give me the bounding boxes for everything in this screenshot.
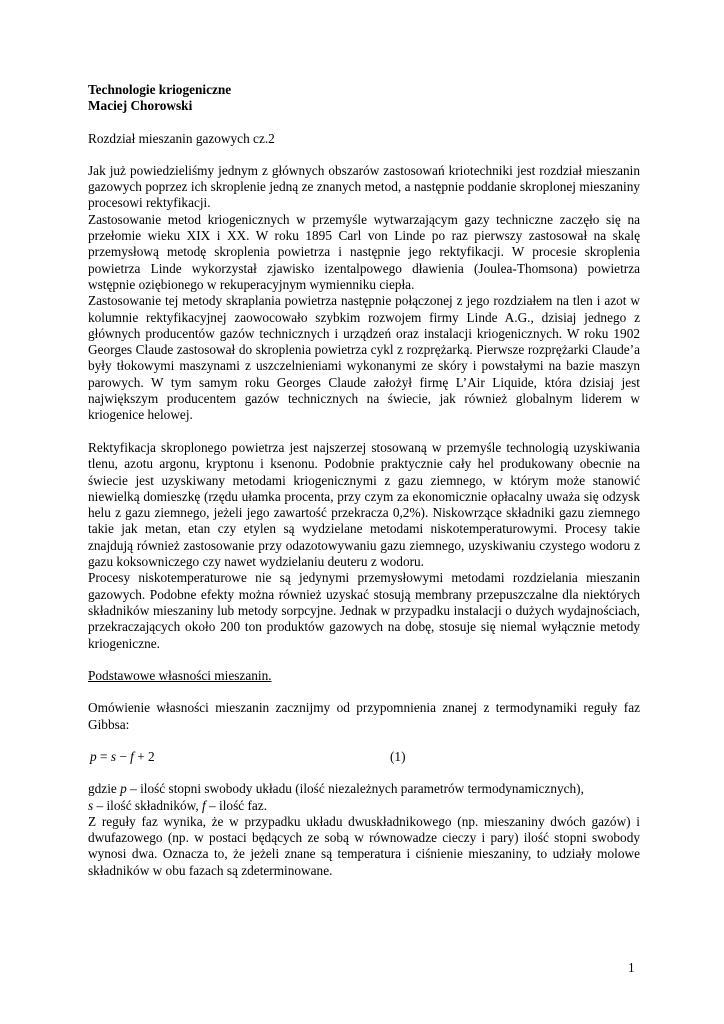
eq-minus: − bbox=[119, 748, 127, 764]
equation-gibbs bbox=[88, 749, 640, 765]
eq-plus: + bbox=[137, 748, 145, 764]
section-intro: Omówienie własności mieszanin zacznijmy od przypomnienia znanej z termodynamiki reguły faz Gibbsa: bbox=[88, 700, 640, 732]
paragraph-history-claude: Zastosowanie tej metody skraplania powietrza następnie połączonej z jego rozdziałem na tlen i azot w kolumnie rektyfikacyjnej zaowocowało szybkim rozwojem firmy Linde A.G., dzisiaj jednego z głównych producentów gazów technicznych i urządzeń oraz instalacji kriogenicznych. W roku 1902 Georges Claude zastosował do skroplenia powietrza cykl z rozprężarką. Pierwsze rozprężarki Claude’a były tłokowymi maszynami z uszczelnieniami wykonanymi ze skóry i powstałymi na bazie maszyn parowych. W tym samym roku Georges Claude założył firmę L’Air Liquide, która dzisiaj jest największym producentem gazów technicznych na świecie, jak również globalnym liderem w kriogenice helowej. bbox=[88, 293, 640, 423]
paragraph-closing: Z reguły faz wynika, że w przypadku układu dwuskładnikowego (np. mieszaniny dwóch gazów) i dwufazowego (np. w postaci będących ze sobą w równowadze cieczy i pary) ilość stopni swobody wynosi dwa. Oznacza to, że jeżeli znane są temperatura i ciśnienie mieszaniny, to udziały molowe składników w obu fazach są zdeterminowane. bbox=[88, 813, 640, 878]
paragraph-rektyfikacja: Rektyfikacja skroplonego powietrza jest najszerzej stosowaną w przemyśle technologią uzyskiwania tlenu, azotu argonu, kryptonu i ksenonu. Podobnie praktycznie cały hel produkowany obecnie na świecie jest uzyskiwany metodami kriogenicznymi z gazu ziemnego, w którym może stanowić niewielką domieszkę (rzędu ułamka procenta, przy czym za ekonomicznie opłacalny uważa się odzysk helu z gazu ziemnego, jeżeli jego zawartość przekracza 0,2%). Niskowrzące składniki gazu ziemnego takie jak metan, etan czy etylen są wydzielane metodami niskotemperaturowymi. Procesy takie znajdują również zastosowanie przy odazotowywaniu gazu ziemnego, uzyskiwaniu czystego wodoru z gazu koksowniczego czy nawet wydzielaniu deuteru z wodoru. bbox=[88, 439, 640, 570]
document-author: Maciej Chorowski bbox=[88, 98, 193, 114]
def-s-symbol: s bbox=[88, 797, 94, 813]
eq-s: s bbox=[110, 748, 116, 764]
equation-number: (1) bbox=[390, 748, 406, 764]
def-p-symbol: p bbox=[120, 781, 127, 797]
eq-p: p bbox=[90, 748, 97, 764]
document-subtitle: Rozdział mieszanin gazowych cz.2 bbox=[88, 130, 275, 146]
def-s-text: – ilość składników, bbox=[93, 797, 203, 813]
spacer bbox=[88, 652, 640, 668]
eq-f: f bbox=[130, 748, 134, 764]
def-p-text: – ilość stopni swobody układu (ilość niezależnych parametrów termodynamicznych), bbox=[126, 781, 584, 797]
paragraph-intro: Jak już powiedzieliśmy jednym z głównych obszarów zastosowań kriotechniki jest rozdział mieszanin gazowych poprzez ich skroplenie jedną ze znanych metod, a następnie poddanie skroplonej mieszaniny procesowi rektyfikacji. bbox=[88, 162, 640, 211]
paragraph-definitions bbox=[88, 781, 640, 814]
document-page bbox=[88, 82, 640, 879]
section-heading: Podstawowe własności mieszanin. bbox=[88, 668, 272, 684]
document-title: Technologie kriogeniczne bbox=[88, 82, 232, 97]
paragraph-procesy: Procesy niskotemperaturowe nie są jedynymi przemysłowymi metodami rozdzielania mieszanin gazowych. Podobne efekty można również uzyskać stosują membrany przepuszczalne dla niektórych składników mieszaniny lub metody sorpcyjne. Jednak w przypadku instalacji o dużych wydajnościach, przekraczających około 200 ton produktów gazowych na dobę, stosuje się niemal wyłącznie metody kriogeniczne. bbox=[88, 570, 640, 651]
def-f-text: – ilość faz. bbox=[205, 797, 268, 813]
def-gdzie: gdzie bbox=[88, 781, 121, 797]
eq-two: 2 bbox=[148, 748, 155, 764]
paragraph-history-linde: Zastosowanie metod kriogenicznych w przemyśle wytwarzającym gazy techniczne zaczęło się na przełomie wieku XIX i XX. W roku 1895 Carl von Linde po raz pierwszy zastosował na skalę przemysłową metodę skroplenia powietrza i następnie jego rektyfikacji. W procesie skroplenia powietrza Linde wykorzystał zjawisko izentalpowego dławienia (Joulea-Thomsona) powietrza wstępnie oziębionego w rekuperacyjnym wymienniku ciepła. bbox=[88, 211, 640, 292]
equation-formula bbox=[88, 749, 390, 765]
def-f-symbol: f bbox=[202, 797, 206, 813]
eq-equals: = bbox=[99, 748, 108, 764]
spacer bbox=[88, 424, 640, 440]
page-number: 1 bbox=[628, 960, 635, 975]
